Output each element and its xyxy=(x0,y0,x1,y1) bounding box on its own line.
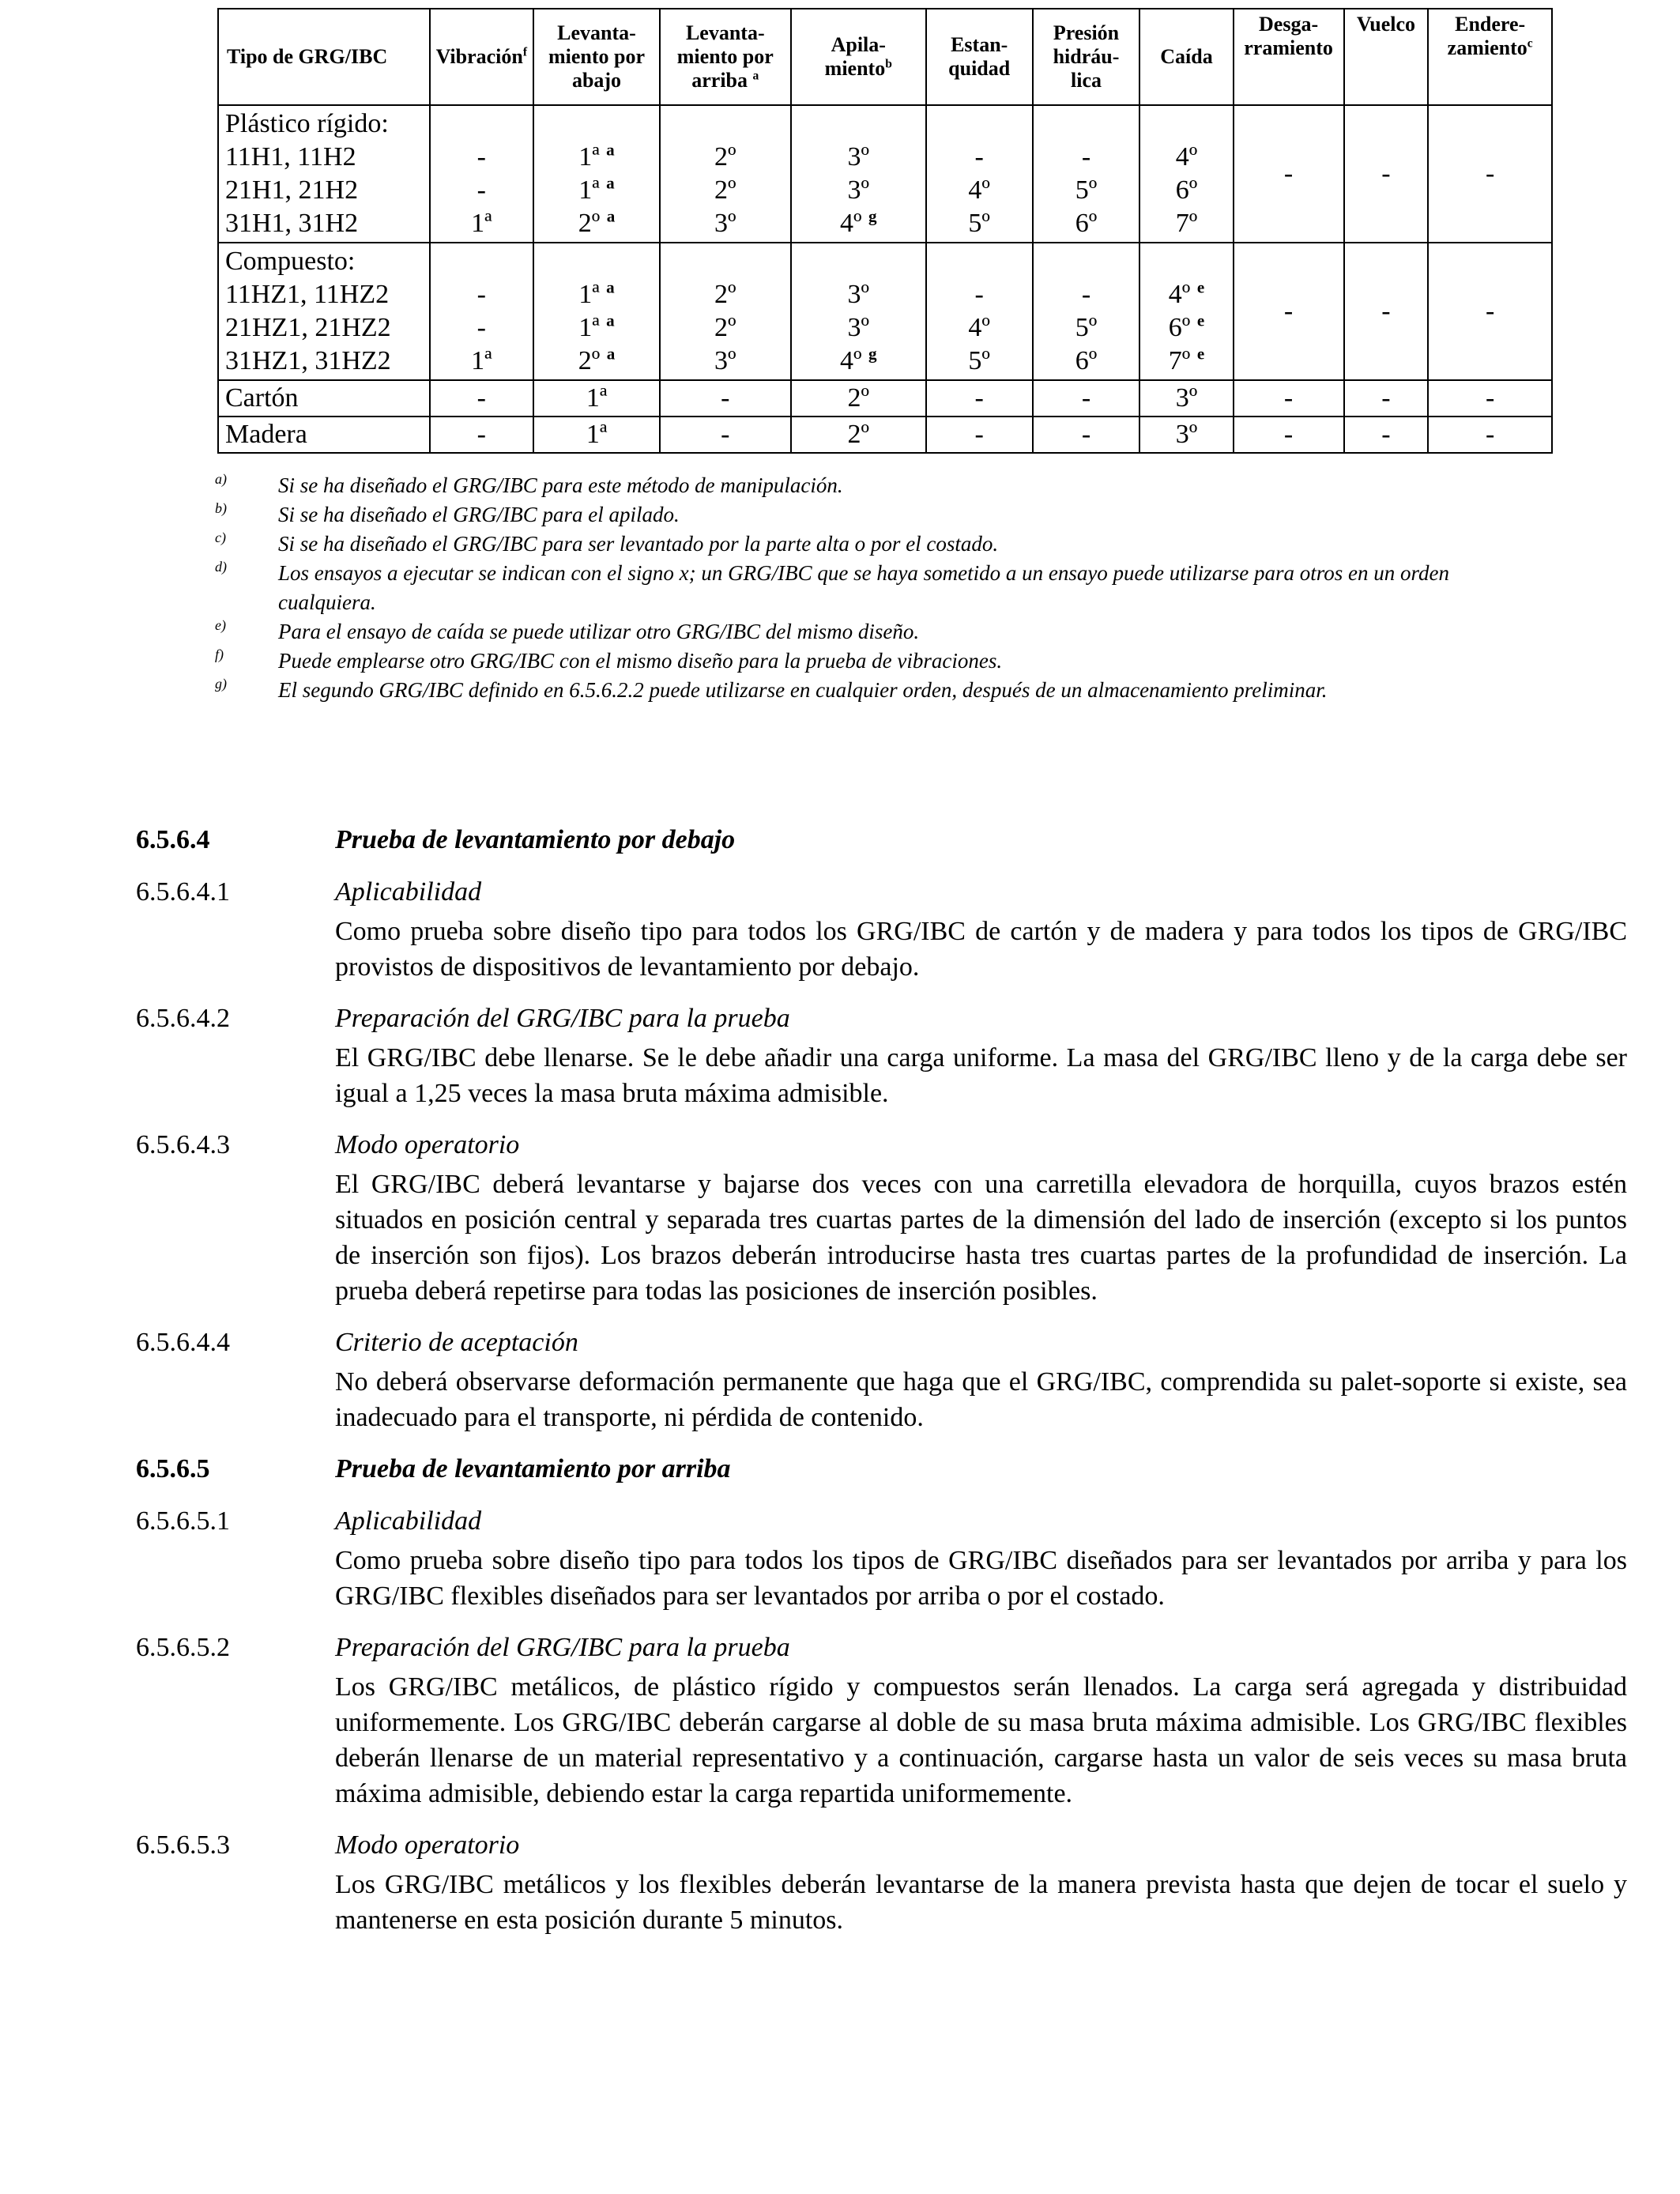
header-apilamiento: Apila- miento$^b$ xyxy=(791,9,926,105)
section-title: Aplicabilidad xyxy=(335,1506,482,1536)
header-desgarramiento: Desga- rramiento xyxy=(1234,9,1344,105)
subsection xyxy=(136,1325,1627,1435)
section-body: El GRG/IBC debe llenarse. Se le debe añadir una carga uniforme. La masa del GRG/IBC lleno y de la carga debe ser igual a 1,25 veces la masa bruta máxima admisible. xyxy=(335,1043,1627,1108)
section-title: Modo operatorio xyxy=(335,1130,520,1159)
section-number: 6.5.6.5 xyxy=(136,1454,210,1483)
table-row xyxy=(218,380,1552,417)
footnote-text: Para el ensayo de caída se puede utilizar otro GRG/IBC del mismo diseño. xyxy=(278,620,920,643)
footnote xyxy=(215,471,1511,500)
vuelco-cell: - xyxy=(1344,243,1429,380)
vibracion-cell: - - 1ª xyxy=(430,243,534,380)
footnote-text: Puede emplearse otro GRG/IBC con el mismo diseño para la prueba de vibraciones. xyxy=(278,649,1003,673)
subsection xyxy=(136,1503,1627,1614)
presion-cell: - 5º 6º xyxy=(1033,243,1140,380)
table-cell: - xyxy=(926,417,1033,453)
levantamiento-abajo-cell: 1ª $^a$ 1ª $^a$ 2º $^a$ xyxy=(533,105,660,243)
section-body: El GRG/IBC deberá levantarse y bajarse dos veces con una carretilla elevadora de horquilla, cuyos brazos estén situados en posición central y separada tres cuartas partes de la dimensión del lado de inserción (excepto si los puntos de inserción son fijos). Los brazos deberán introducirse hasta tres cuartas partes de la profundidad de inserción. La prueba deberá repetirse para todas las posiciones de inserción posibles. xyxy=(335,1170,1627,1306)
header-caida: Caída xyxy=(1139,9,1233,105)
subsection xyxy=(136,1001,1627,1111)
table-cell: - xyxy=(430,380,534,417)
footnote xyxy=(215,530,1511,559)
section-number: 6.5.6.4 xyxy=(136,825,210,854)
table-header-row xyxy=(218,9,1552,105)
header-enderezamiento: Endere- zamiento$^c$ xyxy=(1428,9,1552,105)
table-cell: - xyxy=(1344,417,1429,453)
footnote-mark: c) xyxy=(215,530,226,545)
section-body: Como prueba sobre diseño tipo para todos los tipos de GRG/IBC diseñados para ser levantados por arriba y para los GRG/IBC flexibles diseñados para ser levantados por arriba o por el costado. xyxy=(335,1546,1627,1611)
table-cell: - xyxy=(1344,380,1429,417)
table-cell: - xyxy=(1033,380,1140,417)
enderezamiento-cell: - xyxy=(1428,243,1552,380)
section-number: 6.5.6.5.3 xyxy=(136,1830,230,1860)
section-title: Prueba de levantamiento por debajo xyxy=(335,825,736,854)
estanquidad-cell: - 4º 5º xyxy=(926,105,1033,243)
section-title: Criterio de aceptación xyxy=(335,1328,578,1357)
enderezamiento-cell: - xyxy=(1428,105,1552,243)
desgarramiento-cell: - xyxy=(1234,243,1344,380)
section-title: Aplicabilidad xyxy=(335,877,482,907)
subsection xyxy=(136,1827,1627,1938)
section-number: 6.5.6.5.2 xyxy=(136,1633,230,1662)
header-estanquidad: Estan- quidad xyxy=(926,9,1033,105)
section-heading xyxy=(136,822,1495,874)
vuelco-cell: - xyxy=(1344,105,1429,243)
header-levantamiento-arriba: Levanta- miento por arriba $^a$ xyxy=(660,9,791,105)
table-cell: 2º xyxy=(791,417,926,453)
type-cell: Plástico rígido: 11H1, 11H2 21H1, 21H2 31H1, 31H2 xyxy=(218,105,430,243)
footnote-text: El segundo GRG/IBC definido en 6.5.6.2.2 puede utilizarse en cualquier orden, después de un almacenamiento preliminar. xyxy=(278,678,1328,702)
apilamiento-cell: 3º 3º 4º $^g$ xyxy=(791,105,926,243)
footnote xyxy=(215,559,1511,617)
subsection xyxy=(136,1127,1627,1309)
table-footnotes xyxy=(215,471,1511,705)
header-tipo: Tipo de GRG/IBC xyxy=(218,9,430,105)
table-cell: - xyxy=(660,417,791,453)
table-cell: 3º xyxy=(1139,417,1233,453)
footnote-text: Los ensayos a ejecutar se indican con el signo x; un GRG/IBC que se haya sometido a un ensayo puede utilizarse para otros en un orden cualquiera. xyxy=(278,561,1450,614)
table-cell: - xyxy=(926,380,1033,417)
levantamiento-arriba-cell: 2º 2º 3º xyxy=(660,105,791,243)
table-cell: - xyxy=(660,380,791,417)
apilamiento-cell: 3º 3º 4º $^g$ xyxy=(791,243,926,380)
table-row xyxy=(218,243,1552,380)
section-body: Como prueba sobre diseño tipo para todos los GRG/IBC de cartón y de madera y para todos los tipos de GRG/IBC provistos de dispositivos de levantamiento por debajo. xyxy=(335,917,1627,982)
caida-cell: 4º $^e$ 6º $^e$ 7º $^e$ xyxy=(1139,243,1233,380)
section-number: 6.5.6.4.2 xyxy=(136,1004,230,1033)
footnote-text: Si se ha diseñado el GRG/IBC para ser levantado por la parte alta o por el costado. xyxy=(278,532,999,556)
footnote xyxy=(215,500,1511,530)
table-cell: 2º xyxy=(791,380,926,417)
section-number: 6.5.6.4.1 xyxy=(136,877,230,907)
footnote-mark: a) xyxy=(215,471,227,487)
table-cell: 1ª xyxy=(533,417,660,453)
section-title: Preparación del GRG/IBC para la prueba xyxy=(335,1004,790,1033)
caida-cell: 4º 6º 7º xyxy=(1139,105,1233,243)
table-cell: - xyxy=(1234,380,1344,417)
section-title: Prueba de levantamiento por arriba xyxy=(335,1454,731,1483)
table-row xyxy=(218,417,1552,453)
table-cell: - xyxy=(1234,417,1344,453)
footnote xyxy=(215,617,1511,647)
section-body: No deberá observarse deformación permanente que haga que el GRG/IBC, comprendida su palet-soporte si existe, sea inadecuado para el transporte, ni pérdida de contenido. xyxy=(335,1367,1627,1432)
levantamiento-arriba-cell: 2º 2º 3º xyxy=(660,243,791,380)
table-cell: - xyxy=(1033,417,1140,453)
subsection xyxy=(136,1630,1627,1811)
section-heading xyxy=(136,1451,1495,1503)
subsection xyxy=(136,874,1627,985)
header-presion-hidraulica: Presión hidráu- lica xyxy=(1033,9,1140,105)
document-sections xyxy=(136,822,1627,1954)
section-title: Preparación del GRG/IBC para la prueba xyxy=(335,1633,790,1662)
desgarramiento-cell: - xyxy=(1234,105,1344,243)
header-levantamiento-abajo: Levanta- miento por abajo xyxy=(533,9,660,105)
table-cell: 3º xyxy=(1139,380,1233,417)
footnote-text: Si se ha diseñado el GRG/IBC para el apilado. xyxy=(278,503,680,526)
footnote xyxy=(215,647,1511,676)
footnote-mark: b) xyxy=(215,500,227,516)
vibracion-cell: - - 1ª xyxy=(430,105,534,243)
section-body: Los GRG/IBC metálicos, de plástico rígido y compuestos serán llenados. La carga será agregada y distribuidad uniformemente. Los GRG/IBC deberán cargarse al doble de su masa bruta máxima admisible. Los GRG/IBC flexibles deberán llenarse de un material representativo y a continuación, cargarse hasta un valor de seis veces su masa bruta máxima admisible, debiendo estar la carga repartida uniformemente. xyxy=(335,1672,1627,1808)
levantamiento-abajo-cell: 1ª $^a$ 1ª $^a$ 2º $^a$ xyxy=(533,243,660,380)
section-number: 6.5.6.4.4 xyxy=(136,1328,230,1357)
table-cell: - xyxy=(1428,380,1552,417)
footnote-mark: e) xyxy=(215,617,226,633)
type-cell: Madera xyxy=(218,417,430,453)
table-row xyxy=(218,105,1552,243)
table-cell: - xyxy=(1428,417,1552,453)
footnote-text: Si se ha diseñado el GRG/IBC para este método de manipulación. xyxy=(278,473,843,497)
estanquidad-cell: - 4º 5º xyxy=(926,243,1033,380)
table-cell: 1ª xyxy=(533,380,660,417)
footnote-mark: f) xyxy=(215,647,224,662)
section-number: 6.5.6.4.3 xyxy=(136,1130,230,1159)
header-vuelco: Vuelco xyxy=(1344,9,1429,105)
footnote-mark: g) xyxy=(215,676,227,692)
section-title: Modo operatorio xyxy=(335,1830,520,1860)
section-body: Los GRG/IBC metálicos y los flexibles deberán levantarse de la manera prevista hasta que dejen de tocar el suelo y mantenerse en esta posición durante 5 minutos. xyxy=(335,1870,1627,1935)
section-number: 6.5.6.5.1 xyxy=(136,1506,230,1536)
footnote xyxy=(215,676,1511,705)
type-cell: Cartón xyxy=(218,380,430,417)
presion-cell: - 5º 6º xyxy=(1033,105,1140,243)
table-cell: - xyxy=(430,417,534,453)
type-cell: Compuesto: 11HZ1, 11HZ2 21HZ1, 21HZ2 31HZ1, 31HZ2 xyxy=(218,243,430,380)
header-vibracion: Vibración$^f$ xyxy=(430,9,534,105)
footnote-mark: d) xyxy=(215,559,227,575)
ibc-test-sequence-table xyxy=(217,8,1553,454)
